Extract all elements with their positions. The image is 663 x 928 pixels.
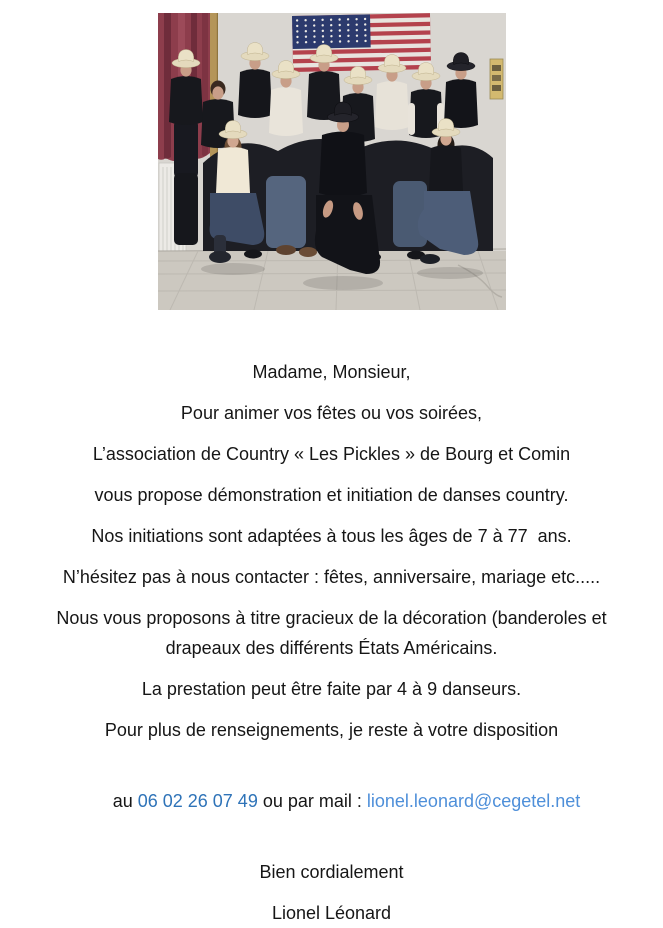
phone-number[interactable]: 06 02 26 07 49	[137, 791, 258, 811]
letter-body	[0, 357, 663, 928]
letter-line-contact	[0, 756, 663, 846]
letter-line-ages: Nos initiations sont adaptées à tous les âges de 7 à 77 ans.	[91, 526, 572, 546]
photo-illustration	[158, 13, 506, 310]
letter-line-decoration-1: Nous vous proposons à titre gracieux de la décoration (banderoles et	[56, 608, 607, 628]
group-photo	[158, 13, 506, 310]
contact-prefix: au	[112, 791, 138, 811]
letter-line-signature: Lionel Léonard	[271, 903, 392, 923]
letter-line-association: L’association de Country « Les Pickles » de Bourg et Comin	[92, 444, 571, 464]
letter-line-contact-occasions: N’hésitez pas à nous contacter : fêtes, anniversaire, mariage etc.....	[62, 567, 601, 587]
letter-line-dancers-count: La prestation peut être faite par 4 à 9 danseurs.	[141, 679, 522, 699]
wall-poster	[490, 59, 503, 99]
letter-line-salutation: Madame, Monsieur,	[252, 362, 411, 382]
letter-line-offer: vous propose démonstration et initiation de danses country.	[94, 485, 569, 505]
letter-line-more-info: Pour plus de renseignements, je reste à votre disposition	[104, 720, 559, 740]
letter-line-closing: Bien cordialement	[259, 862, 404, 882]
email-link[interactable]: lionel.leonard@cegetel.net	[366, 791, 581, 811]
letter-line-decoration-2: drapeaux des différents États Américains.	[165, 638, 498, 658]
us-flag-icon	[292, 13, 431, 72]
contact-middle: ou par mail :	[257, 791, 367, 811]
letter-line-intro: Pour animer vos fêtes ou vos soirées,	[180, 403, 483, 423]
